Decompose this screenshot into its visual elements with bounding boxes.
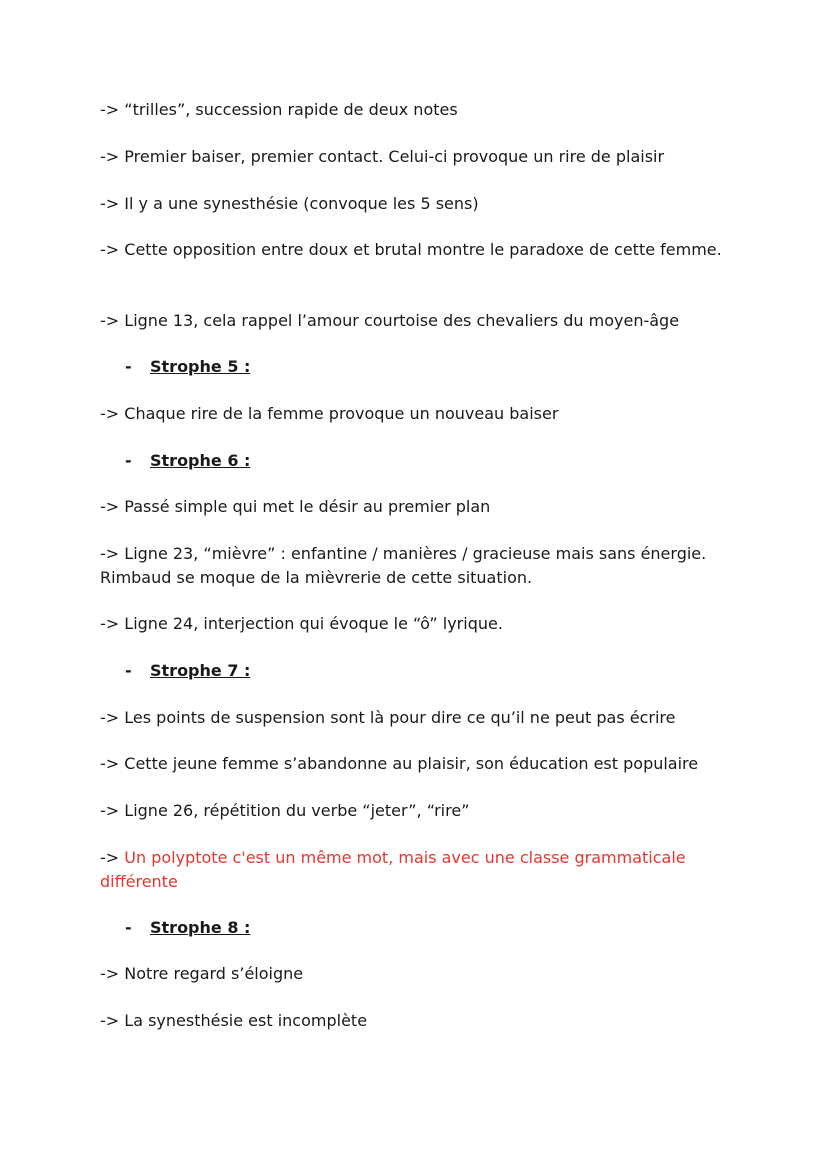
note-line	[100, 402, 740, 426]
note-text: La synesthésie est incomplète	[124, 1011, 368, 1030]
heading-label: Strophe 8 :	[150, 918, 251, 937]
note-text: Cette opposition entre doux et brutal montre le paradoxe de cette femme.	[124, 240, 722, 259]
note-text: Passé simple qui met le désir au premier plan	[124, 497, 491, 516]
section-heading	[125, 449, 250, 473]
note-text: Il y a une synesthésie (convoque les 5 sens)	[124, 194, 479, 213]
section-heading	[125, 659, 250, 683]
note-line	[100, 612, 740, 636]
section-heading	[125, 916, 250, 940]
bullet-dash: -	[125, 451, 132, 470]
bullet-dash: -	[125, 357, 132, 376]
note-text: Ligne 13, cela rappel l’amour courtoise des chevaliers du moyen-âge	[124, 311, 680, 330]
bullet-dash: -	[125, 918, 132, 937]
heading-label: Strophe 5 :	[150, 357, 251, 376]
note-line	[100, 706, 740, 730]
arrow-marker: ->	[100, 964, 120, 983]
heading-label: Strophe 7 :	[150, 661, 251, 680]
note-line	[100, 145, 740, 169]
bullet-dash: -	[125, 661, 132, 680]
heading-label: Strophe 6 :	[150, 451, 251, 470]
note-text: Cette jeune femme s’abandonne au plaisir, son éducation est populaire	[124, 754, 699, 773]
arrow-marker: ->	[100, 100, 120, 119]
note-line	[100, 238, 740, 262]
note-line	[100, 542, 740, 590]
note-line	[100, 495, 740, 519]
highlighted-note-text: Un polyptote c'est un même mot, mais avec une classe grammaticale différente	[100, 848, 686, 891]
section-heading	[125, 355, 250, 379]
note-text: Premier baiser, premier contact. Celui-ci provoque un rire de plaisir	[124, 147, 665, 166]
note-text: Ligne 26, répétition du verbe “jeter”, “rire”	[124, 801, 470, 820]
note-text: Les points de suspension sont là pour dire ce qu’il ne peut pas écrire	[124, 708, 676, 727]
arrow-marker: ->	[100, 147, 120, 166]
arrow-marker: ->	[100, 404, 120, 423]
arrow-marker: ->	[100, 1011, 120, 1030]
note-line	[100, 309, 740, 333]
note-text: Ligne 23, “mièvre” : enfantine / manières / gracieuse mais sans énergie. Rimbaud se moque de la mièvrerie de cette situation.	[100, 544, 707, 587]
arrow-marker: ->	[100, 848, 120, 867]
note-line	[100, 962, 740, 986]
note-line	[100, 752, 740, 776]
arrow-marker: ->	[100, 240, 120, 259]
arrow-marker: ->	[100, 497, 120, 516]
arrow-marker: ->	[100, 801, 120, 820]
note-text: Ligne 24, interjection qui évoque le “ô” lyrique.	[124, 614, 503, 633]
arrow-marker: ->	[100, 614, 120, 633]
arrow-marker: ->	[100, 754, 120, 773]
note-line	[100, 1009, 740, 1033]
note-line	[100, 192, 740, 216]
note-text: Notre regard s’éloigne	[124, 964, 304, 983]
arrow-marker: ->	[100, 311, 120, 330]
note-text: Chaque rire de la femme provoque un nouveau baiser	[124, 404, 559, 423]
arrow-marker: ->	[100, 194, 120, 213]
arrow-marker: ->	[100, 708, 120, 727]
note-line	[100, 799, 740, 823]
note-text: “trilles”, succession rapide de deux notes	[124, 100, 458, 119]
note-line	[100, 98, 740, 122]
note-line-highlighted	[100, 846, 740, 894]
arrow-marker: ->	[100, 544, 120, 563]
